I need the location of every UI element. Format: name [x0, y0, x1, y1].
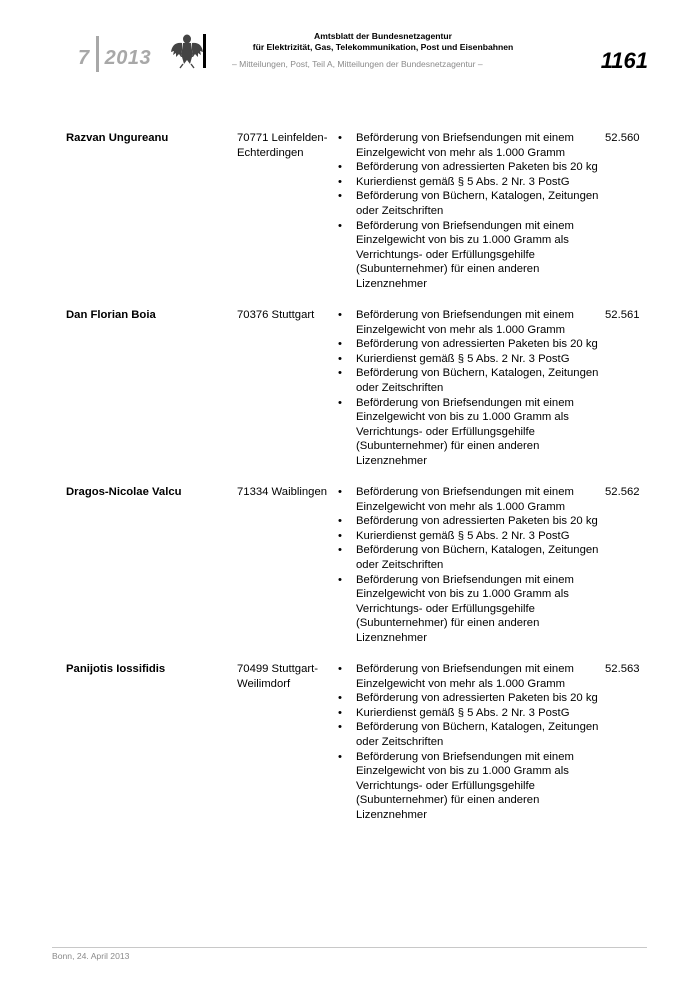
- service-item: • Beförderung von adressierten Paketen bis 20 kg: [338, 338, 598, 351]
- service-item: • Beförderung von Briefsendungen mit einem Einzelgewicht von mehr als 1.000 Gramm: [338, 486, 574, 513]
- licensee-place: 70376 Stuttgart: [237, 309, 315, 321]
- bullet-icon: •: [338, 486, 342, 498]
- service-list: [336, 131, 606, 292]
- registration-number: 52.562: [605, 486, 640, 498]
- bullet-icon: •: [338, 573, 342, 586]
- service-item: • Beförderung von adressierten Paketen bis 20 kg: [338, 515, 598, 528]
- service-item: • Beförderung von adressierten Paketen bis 20 kg: [338, 161, 598, 174]
- bullet-icon: •: [338, 692, 342, 705]
- registration-number: 52.561: [605, 309, 640, 321]
- service-list: [336, 662, 606, 823]
- issue-number: 7: [78, 47, 90, 70]
- service-item: • Beförderung von Briefsendungen mit einem Einzelgewicht von bis zu 1.000 Gramm als Verrichtungs- oder Erfüllungsgehilfe (Subunternehmer) für einen anderen Lizenznehmer: [338, 573, 574, 644]
- journal-title-line2: für Elektrizität, Gas, Telekommunikation, Post und Eisenbahnen: [252, 42, 514, 52]
- licensee-name: Dan Florian Boia: [66, 309, 156, 321]
- page-number: 1161: [600, 48, 648, 73]
- licensee-name: Razvan Ungureanu: [66, 132, 169, 144]
- licensee-name: Dragos-Nicolae Valcu: [66, 486, 182, 498]
- service-item: • Beförderung von Büchern, Katalogen, Zeitungen oder Zeitschriften: [338, 721, 599, 748]
- service-item: • Kurierdienst gemäß § 5 Abs. 2 Nr. 3 PostG: [338, 352, 570, 365]
- service-item: • Kurierdienst gemäß § 5 Abs. 2 Nr. 3 PostG: [338, 175, 570, 188]
- footer-date: Bonn, 24. April 2013: [52, 951, 130, 961]
- bullet-icon: •: [338, 309, 342, 321]
- bullet-icon: •: [338, 663, 342, 675]
- bullet-icon: •: [338, 175, 342, 188]
- registration-number: 52.560: [605, 132, 640, 144]
- issue-divider: [96, 36, 99, 72]
- service-item: • Beförderung von Büchern, Katalogen, Zeitungen oder Zeitschriften: [338, 544, 599, 571]
- bullet-icon: •: [338, 161, 342, 174]
- bullet-icon: •: [338, 396, 342, 409]
- issue-year: 2013: [104, 47, 152, 70]
- issue-label: [78, 46, 151, 72]
- bullet-icon: •: [338, 515, 342, 528]
- service-list: [336, 308, 606, 469]
- service-item: • Beförderung von Briefsendungen mit einem Einzelgewicht von bis zu 1.000 Gramm als Verrichtungs- oder Erfüllungsgehilfe (Subunternehmer) für einen anderen Lizenznehmer: [338, 219, 574, 290]
- bullet-icon: •: [338, 132, 342, 144]
- journal-title: [218, 31, 548, 53]
- service-item: • Beförderung von Briefsendungen mit einem Einzelgewicht von mehr als 1.000 Gramm: [338, 132, 574, 159]
- licensee-name: Panijotis Iossifidis: [66, 663, 166, 675]
- bullet-icon: •: [338, 529, 342, 542]
- emblem-bar: [203, 34, 206, 68]
- service-item: • Beförderung von Büchern, Katalogen, Zeitungen oder Zeitschriften: [338, 190, 599, 217]
- bullet-icon: •: [338, 367, 342, 380]
- service-list: [336, 485, 606, 646]
- service-item: • Kurierdienst gemäß § 5 Abs. 2 Nr. 3 PostG: [338, 529, 570, 542]
- journal-title-line1: Amtsblatt der Bundesnetzagentur: [314, 31, 452, 41]
- service-item: • Beförderung von Briefsendungen mit einem Einzelgewicht von mehr als 1.000 Gramm: [338, 309, 574, 336]
- bullet-icon: •: [338, 750, 342, 763]
- bullet-icon: •: [338, 721, 342, 734]
- bullet-icon: •: [338, 352, 342, 365]
- bullet-icon: •: [338, 190, 342, 203]
- service-item: • Beförderung von Briefsendungen mit einem Einzelgewicht von mehr als 1.000 Gramm: [338, 663, 574, 690]
- journal-subtitle: – Mitteilungen, Post, Teil A, Mitteilungen der Bundesnetzagentur –: [232, 59, 483, 69]
- footer-rule: [52, 947, 647, 948]
- bullet-icon: •: [338, 219, 342, 232]
- registration-number: 52.563: [605, 663, 640, 675]
- service-item: • Beförderung von Briefsendungen mit einem Einzelgewicht von bis zu 1.000 Gramm als Verrichtungs- oder Erfüllungsgehilfe (Subunternehmer) für einen anderen Lizenznehmer: [338, 396, 574, 467]
- licensee-place: 70499 Stuttgart-Weilimdorf: [237, 663, 319, 690]
- bullet-icon: •: [338, 338, 342, 351]
- bullet-icon: •: [338, 706, 342, 719]
- service-item: • Kurierdienst gemäß § 5 Abs. 2 Nr. 3 PostG: [338, 706, 570, 719]
- service-item: • Beförderung von Briefsendungen mit einem Einzelgewicht von bis zu 1.000 Gramm als Verrichtungs- oder Erfüllungsgehilfe (Subunternehmer) für einen anderen Lizenznehmer: [338, 750, 574, 821]
- service-item: • Beförderung von adressierten Paketen bis 20 kg: [338, 692, 598, 705]
- bullet-icon: •: [338, 544, 342, 557]
- service-item: • Beförderung von Büchern, Katalogen, Zeitungen oder Zeitschriften: [338, 367, 599, 394]
- licensee-place: 71334 Waiblingen: [237, 486, 328, 498]
- federal-eagle-icon: [170, 30, 204, 70]
- licensee-place: 70771 Leinfelden-Echterdingen: [237, 132, 328, 159]
